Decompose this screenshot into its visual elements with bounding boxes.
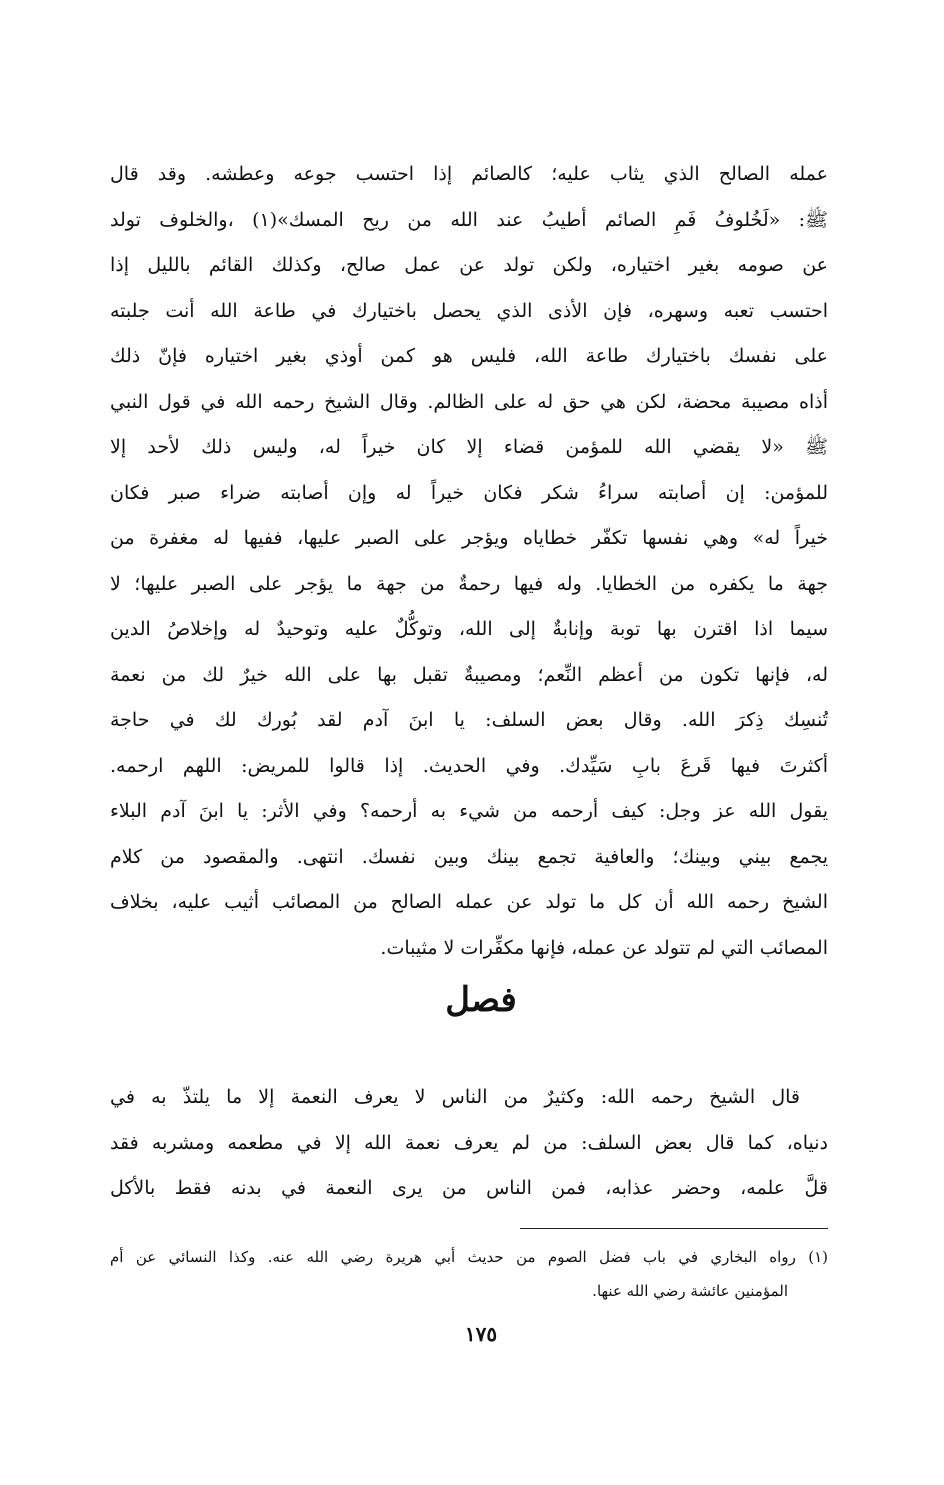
- text-line: جهة ما يكفره من الخطايا. وله فيها رحمةٌ من جهة ما يؤجر على الصبر عليها؛ لا: [110, 572, 828, 595]
- text-line: ﷺ: «لَخُلوفُ فَمِ الصائم أطيبُ عند الله من ريح المسك»(١) ،والخلوف تولد: [110, 208, 828, 231]
- text-line: تُنسِك ذِكرَ الله. وقال بعض السلف: يا ابنَ آدم لقد بُورك لك في حاجة: [110, 709, 828, 731]
- footnotes: [110, 1240, 828, 1308]
- text-line: أكثرتَ فيها قَرعَ بابِ سَيِّدك. وفي الحديث. إذا قالوا للمريض: اللهم ارحمه.: [110, 754, 828, 777]
- main-paragraph: [110, 152, 828, 971]
- text-line: له، فإنها تكون من أعظم النِّعم؛ ومصيبةٌ تقبل بها على الله خيرٌ لك من نعمة: [110, 663, 828, 686]
- section-paragraph: [110, 1075, 828, 1212]
- footnote-line: المؤمنين عائشة رضي الله عنها.: [592, 1282, 788, 1300]
- text-line: أذاه مصيبة محضة، لكن هي حق له على الظالم. وقال الشيخ رحمه الله في قول النبي: [110, 390, 828, 413]
- text-line: على نفسك باختيارك طاعة الله، فليس هو كمن أوذي بغير اختياره فإنّ ذلك: [110, 345, 828, 367]
- text-line: دنياه، كما قال بعض السلف: من لم يعرف نعمة الله إلا في مطعمه ومشربه فقد: [110, 1131, 828, 1154]
- footnote-line: (١) رواه البخاري في باب فضل الصوم من حديث أبي هريرة رضي الله عنه. وكذا النسائي عن أم: [110, 1248, 828, 1266]
- text-line: عمله الصالح الذي يثاب عليه؛ كالصائم إذا احتسب جوعه وعطشه. وقد قال: [110, 163, 828, 185]
- text-line: احتسب تعبه وسهره، فإن الأذى الذي يحصل باختيارك في طاعة الله أنت جلبته: [110, 299, 828, 322]
- footnote-divider: [520, 1228, 828, 1229]
- text-line: المصائب التي لم تتولد عن عمله، فإنها مكفِّرات لا مثيبات.: [380, 936, 828, 959]
- section-heading: فصل: [445, 980, 517, 1020]
- text-line: الشيخ رحمه الله أن كل ما تولد عن عمله الصالح من المصائب أثيب عليه، بخلاف: [110, 891, 828, 913]
- text-line: سيما اذا اقترن بها توبة وإنابةٌ إلى الله، وتوكُّلٌ عليه وتوحيدٌ له وإخلاصُ الدين: [110, 618, 828, 640]
- text-line: قلَّ علمه، وحضر عذابه، فمن الناس من يرى النعمة في بدنه فقط بالأكل: [110, 1177, 828, 1199]
- text-line: ﷺ «لا يقضي الله للمؤمن قضاء إلا كان خيراً له، وليس ذلك لأحد إلا: [110, 436, 828, 458]
- text-line: يقول الله عز وجل: كيف أرحمه من شيء به أرحمه؟ وفي الأثر: يا ابنَ آدم البلاء: [110, 800, 828, 822]
- text-line: يجمع بيني وبينك؛ والعافية تجمع بينك وبين نفسك. انتهى. والمقصود من كلام: [110, 845, 828, 868]
- text-line: قال الشيخ رحمه الله: وكثيرٌ من الناس لا يعرف النعمة إلا ما يلتذّ به في: [110, 1086, 800, 1108]
- text-line: للمؤمن: إن أصابته سراءُ شكر فكان خيراً له وإن أصابته ضراء صبر فكان: [110, 481, 828, 504]
- page-number: ١٧٥: [464, 1322, 498, 1346]
- text-line: خيراً له» وهي نفسها تكفّر خطاياه ويؤجر على الصبر عليها، ففيها له مغفرة من: [110, 527, 828, 549]
- text-line: عن صومه بغير اختياره، ولكن تولد عن عمل صالح، وكذلك القائم بالليل إذا: [110, 254, 828, 276]
